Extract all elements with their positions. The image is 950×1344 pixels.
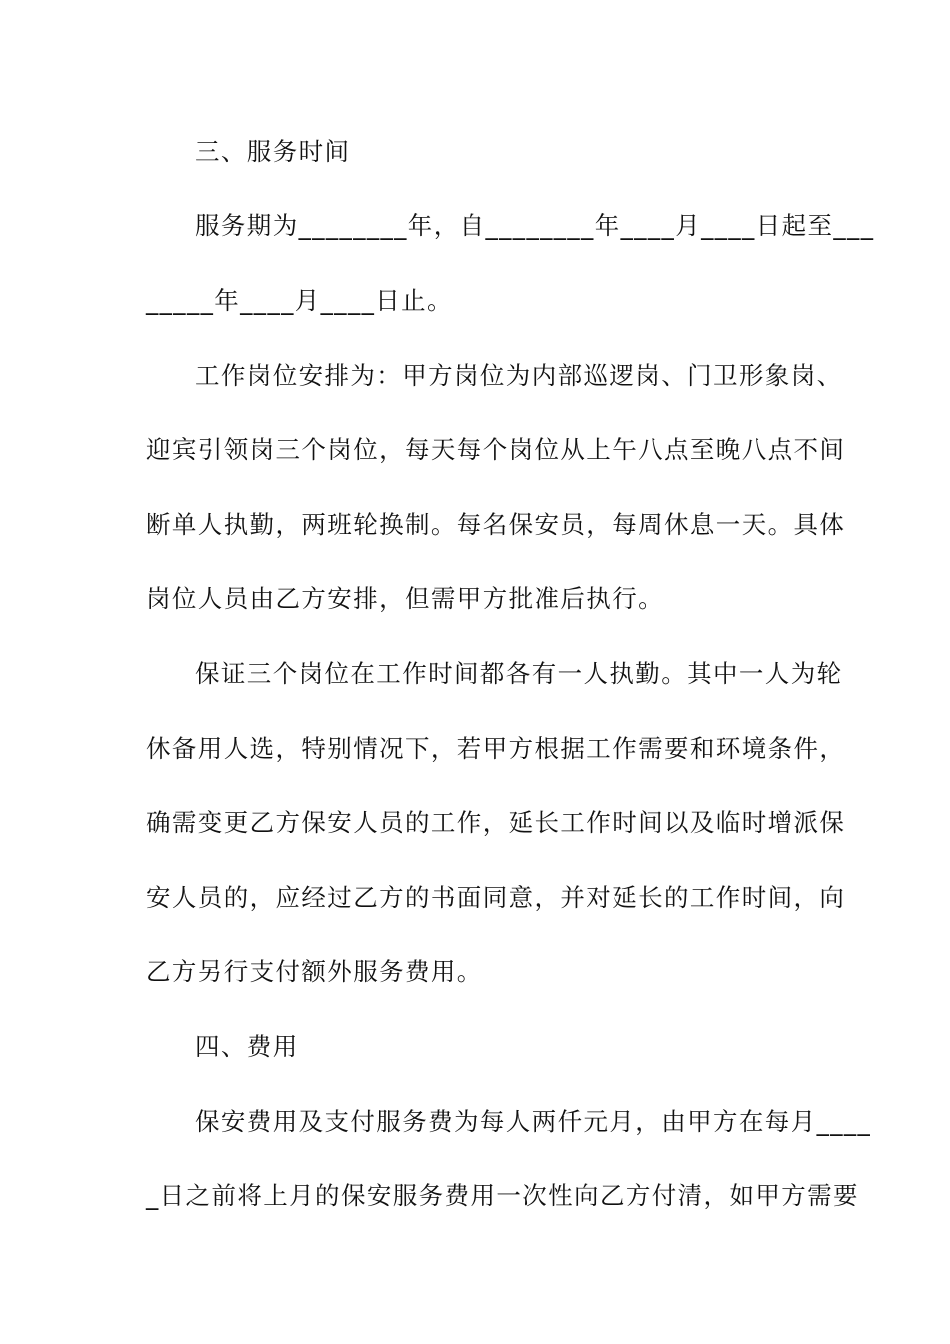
paragraph-line: 迎宾引领岗三个岗位，每天每个岗位从上午八点至晚八点不间 — [146, 435, 846, 464]
paragraph-line: 安人员的，应经过乙方的书面同意，并对延长的工作时间，向 — [146, 883, 846, 912]
paragraph-line: _____年____月____日止。 — [146, 286, 453, 315]
paragraph-line: 乙方另行支付额外服务费用。 — [146, 957, 483, 986]
paragraph-line: 断单人执勤，两班轮换制。每名保安员，每周休息一天。具体 — [146, 510, 846, 539]
section-heading-service-time: 三、服务时间 — [195, 137, 351, 166]
paragraph-line: 岗位人员由乙方安排，但需甲方批准后执行。 — [146, 584, 664, 613]
paragraph-line: 保安费用及支付服务费为每人两仟元月，由甲方在每月____ — [195, 1107, 872, 1136]
section-heading-fees: 四、费用 — [195, 1032, 299, 1061]
paragraph-line: 保证三个岗位在工作时间都各有一人执勤。其中一人为轮 — [195, 659, 843, 688]
paragraph-line: 服务期为________年，自________年____月____日起至___ — [195, 211, 875, 240]
paragraph-line: 休备用人选，特别情况下，若甲方根据工作需要和环境条件， — [146, 734, 846, 763]
paragraph-line: 确需变更乙方保安人员的工作，延长工作时间以及临时增派保 — [146, 808, 846, 837]
paragraph-line: _日之前将上月的保安服务费用一次性向乙方付清，如甲方需要 — [146, 1181, 859, 1210]
paragraph-line: 工作岗位安排为：甲方岗位为内部巡逻岗、门卫形象岗、 — [195, 361, 843, 390]
